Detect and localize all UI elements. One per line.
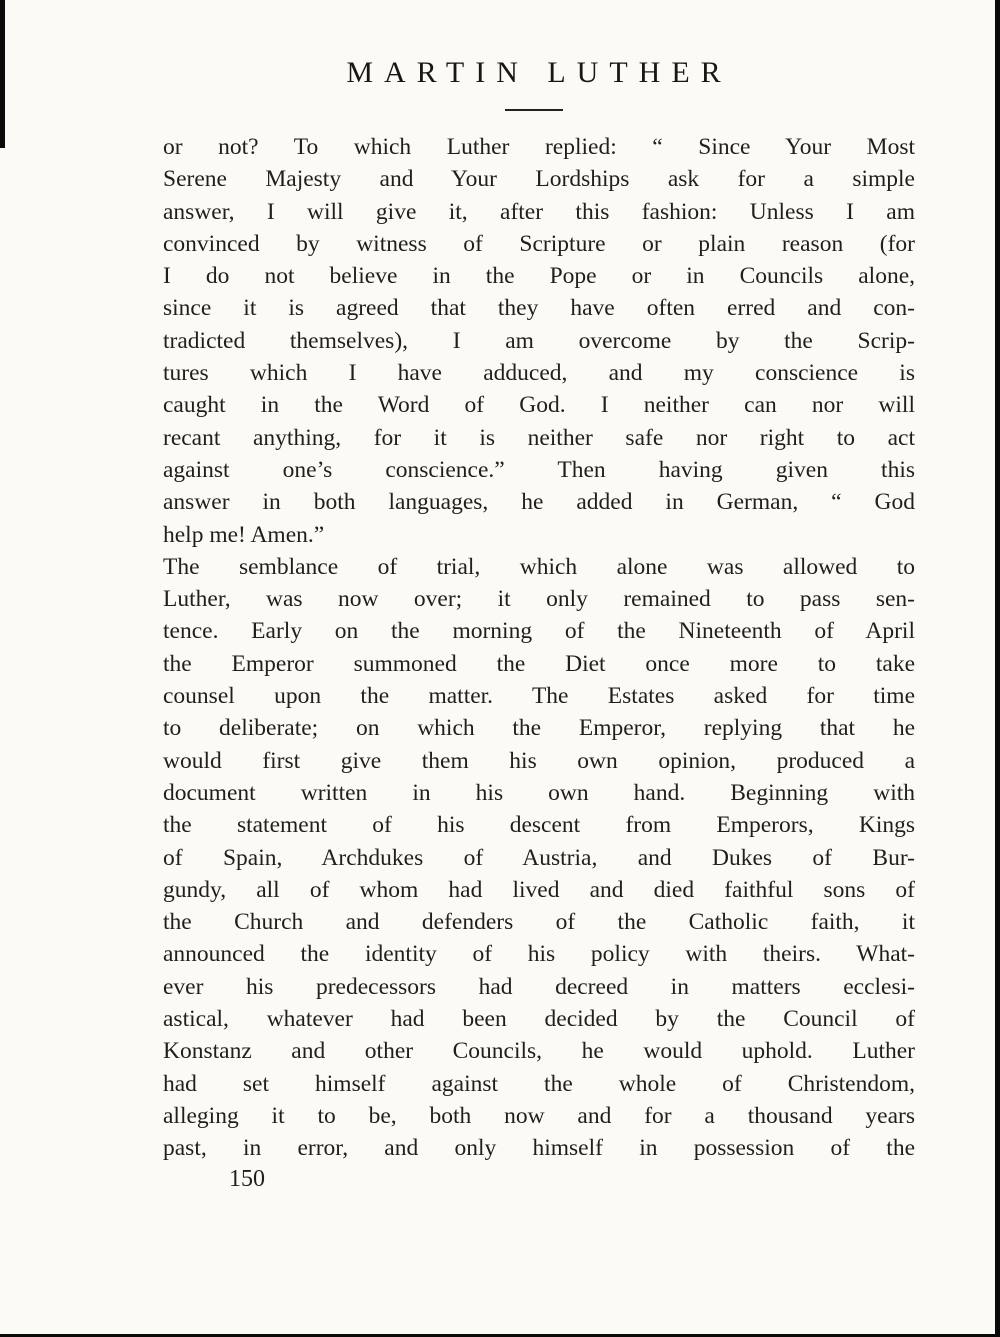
text-line: alleging it to be, both now and for a thousand years xyxy=(163,1102,915,1129)
text-line: Serene Majesty and Your Lordships ask for a simple xyxy=(163,166,915,193)
running-header-title: MARTIN LUTHER xyxy=(346,56,732,89)
text-line: tence. Early on the morning of the Nineteenth of April xyxy=(163,618,915,645)
text-line: the statement of his descent from Emperors, Kings xyxy=(163,812,915,839)
text-line: Luther, was now over; it only remained to pass sen- xyxy=(163,586,915,613)
text-line: I do not believe in the Pope or in Councils alone, xyxy=(163,263,915,290)
text-line: convinced by witness of Scripture or plain reason (for xyxy=(163,230,915,257)
text-line: or not? To which Luther replied: “ Since Your Most xyxy=(163,134,915,160)
text-line: answer, I will give it, after this fashion: Unless I am xyxy=(163,198,915,225)
text-line: document written in his own hand. Beginning with xyxy=(163,779,915,806)
text-line: The semblance of trial, which alone was allowed to xyxy=(163,553,915,580)
text-line: the Emperor summoned the Diet once more to take xyxy=(163,650,915,677)
header-divider-rule xyxy=(505,109,563,111)
text-line: past, in error, and only himself in possession of the xyxy=(163,1135,915,1162)
body-text-block xyxy=(163,131,915,1165)
text-line: recant anything, for it is neither safe nor right to act xyxy=(163,424,915,451)
text-line: gundy, all of whom had lived and died faithful sons of xyxy=(163,876,915,903)
text-line: tradicted themselves), I am overcome by the Scrip- xyxy=(163,327,915,354)
text-line: answer in both languages, he added in German, “ God xyxy=(163,489,915,516)
text-line: to deliberate; on which the Emperor, replying that he xyxy=(163,715,915,742)
scan-artifact-right-edge xyxy=(995,0,1000,1337)
page-number: 150 xyxy=(229,1166,265,1192)
text-line: Konstanz and other Councils, he would uphold. Luther xyxy=(163,1038,915,1065)
text-line: against one’s conscience.” Then having given this xyxy=(163,456,915,483)
text-line: ever his predecessors had decreed in matters ecclesi- xyxy=(163,973,915,1000)
text-line: help me! Amen.” xyxy=(163,521,325,548)
text-line: since it is agreed that they have often erred and con- xyxy=(163,295,915,322)
text-line: counsel upon the matter. The Estates asked for time xyxy=(163,683,915,710)
text-line: caught in the Word of God. I neither can nor will xyxy=(163,392,915,419)
text-line: the Church and defenders of the Catholic faith, it xyxy=(163,909,915,936)
text-line: would first give them his own opinion, produced a xyxy=(163,747,915,774)
scan-artifact-left-edge xyxy=(0,0,5,148)
text-line: tures which I have adduced, and my conscience is xyxy=(163,360,915,387)
text-line: of Spain, Archdukes of Austria, and Dukes of Bur- xyxy=(163,844,915,871)
text-line: had set himself against the whole of Christendom, xyxy=(163,1070,915,1097)
text-line: announced the identity of his policy with theirs. What- xyxy=(163,941,915,968)
text-line: astical, whatever had been decided by the Council of xyxy=(163,1006,915,1033)
